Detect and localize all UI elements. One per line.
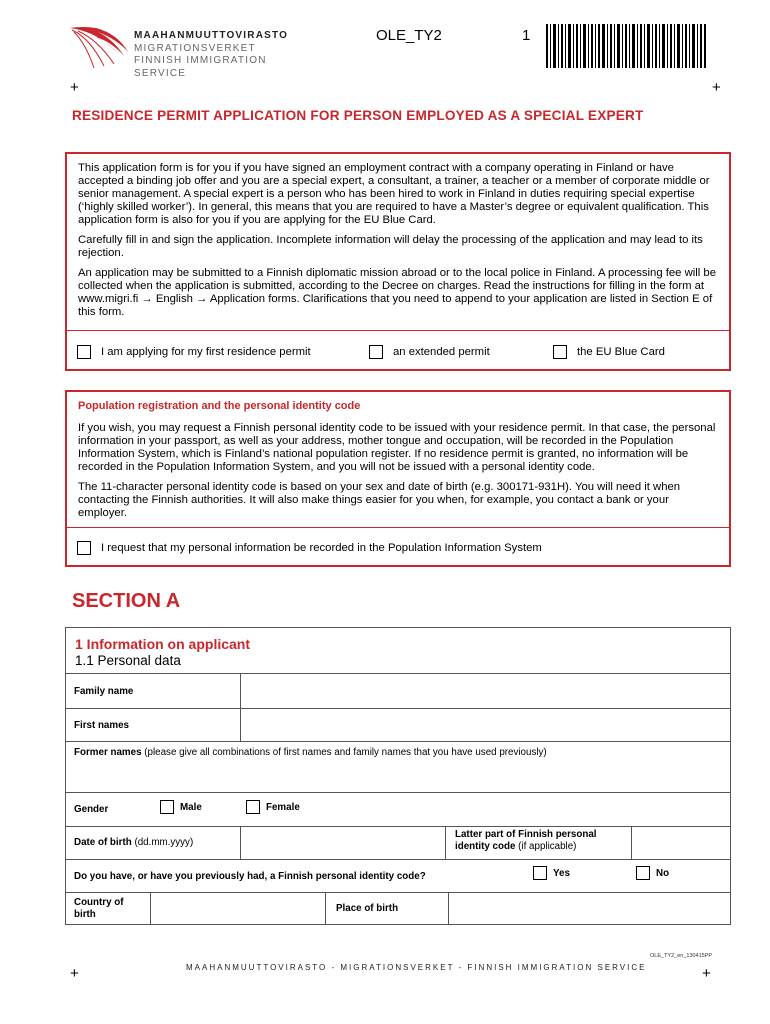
population-paragraph-2: The 11-character personal identity code is based on your sex and date of birth (e.g. 300171-931H). You will need it when contacting the Finnish authorities. It will also make things easier for you when, for example, you contact a bank or your employer. (78, 481, 681, 519)
dob-row (66, 826, 730, 859)
page-title: RESIDENCE PERMIT APPLICATION FOR PERSON EMPLOYED AS A SPECIAL EXPERT (72, 108, 644, 123)
intro-paragraph-1: This application form is for you if you have signed an employment contract with a company operating in Finland or have accepted a binding job offer and you are a special expert, a consultant, a trainer, a teacher or a member of corporate middle or senior management. A special expert is a person who has been hired to work in Finland in duties requiring special expertise (‘highly skilled worker’). In general, this means that you are required to have a Master’s degree or equivalent qualification. This application form is also for you if you are applying for the EU Blue Card. (78, 162, 710, 226)
gender-female-option[interactable] (246, 800, 300, 814)
intro-box (65, 152, 731, 371)
option-first-permit[interactable] (77, 345, 311, 359)
former-names-row[interactable] (66, 741, 730, 792)
intro-paragraph-2: Carefully fill in and sign the application. Incomplete information will delay the processing of the application and may lead to its rejection. (78, 234, 703, 259)
registration-mark-icon: + (70, 79, 79, 96)
yes-label: Yes (553, 867, 570, 879)
latter-part-input[interactable] (632, 827, 730, 859)
page-number: 1 (522, 27, 531, 44)
dob-note: (dd.mm.yyyy) (134, 837, 194, 848)
yes-checkbox[interactable] (533, 866, 547, 880)
population-paragraph-1: If you wish, you may request a Finnish personal identity code to be issued with your residence permit. In that case, the personal information in your passport, as well as your address, mother tongue and occupation, will be recorded in the Population Information System, which is Finland’s national population register. If no residence permit is granted, no information will be recorded in the Population Information System, and you will not be issued with a personal identity code. (78, 422, 716, 473)
no-label: No (656, 867, 670, 879)
no-checkbox[interactable] (636, 866, 650, 880)
place-of-birth-label: Place of birth (336, 903, 399, 914)
population-title: Population registration and the personal identity code (78, 400, 361, 412)
form-code: OLE_TY2 (376, 27, 442, 44)
logo-text-sv: MIGRATIONSVERKET (134, 42, 256, 54)
place-of-birth-input[interactable] (449, 893, 730, 925)
country-of-birth-input[interactable] (151, 893, 325, 925)
previous-code-no-option[interactable] (636, 866, 669, 880)
logo (68, 22, 308, 79)
population-register-label: I request that my personal information be recorded in the Population Information System (101, 542, 542, 554)
previous-code-row (66, 859, 730, 892)
section-1-heading: 1 Information on applicant (75, 636, 251, 652)
eu-blue-card-label: the EU Blue Card (577, 346, 665, 358)
logo-text-fi: MAAHANMUUTTOVIRASTO (134, 30, 289, 41)
family-name-row (66, 673, 730, 708)
previous-code-question: Do you have, or have you previously had, a Finnish personal identity code? (74, 871, 426, 882)
eu-blue-card-checkbox[interactable] (553, 345, 567, 359)
intro-paragraph-3: An application may be submitted to a Finnish diplomatic mission abroad or to the local police in Finland. A processing fee will be collected when the application is submitted, according to the Decree on charges. Read the instructions for filling in the form at www.migri.fi → English → Application forms. Clarifications that you need to append to your application are listed in Section E of this form. (78, 267, 716, 318)
dob-label: Date of birth (74, 837, 132, 848)
latter-part-note: (if applicable) (518, 841, 577, 852)
section-heading: SECTION A (72, 590, 181, 612)
dob-input[interactable] (241, 827, 445, 859)
option-eu-blue-card[interactable] (553, 345, 665, 359)
registration-mark-icon: + (702, 965, 711, 982)
former-names-label: Former names (74, 747, 142, 758)
male-checkbox[interactable] (160, 800, 174, 814)
first-names-input[interactable] (241, 709, 730, 741)
birthplace-row (66, 892, 730, 925)
family-name-input[interactable] (241, 674, 730, 708)
population-register-checkbox[interactable] (77, 541, 91, 555)
divider (67, 330, 729, 331)
latter-part-label: Latter part of Finnish personal identity code (455, 829, 597, 852)
registration-mark-icon: + (712, 79, 721, 96)
country-of-birth-label: Country of birth (74, 897, 124, 920)
first-permit-checkbox[interactable] (77, 345, 91, 359)
first-permit-label: I am applying for my first residence permit (101, 346, 311, 358)
logo-text-en: FINNISH IMMIGRATION SERVICE (134, 55, 267, 79)
gender-male-option[interactable] (160, 800, 202, 814)
family-name-label: Family name (74, 686, 134, 697)
male-label: Male (180, 801, 202, 813)
footer-agency: MAAHANMUUTTOVIRASTO - MIGRATIONSVERKET - FINNISH IMMIGRATION SERVICE (186, 963, 647, 972)
extended-permit-label: an extended permit (393, 346, 490, 358)
option-extended-permit[interactable] (369, 345, 490, 359)
former-names-note: (please give all combinations of first names and family names that you have used previously) (144, 747, 547, 758)
population-box (65, 390, 731, 567)
option-population-register[interactable] (77, 541, 542, 555)
female-label: Female (266, 801, 300, 813)
bird-logo-icon (68, 22, 130, 72)
barcode-icon (546, 24, 706, 68)
divider (67, 527, 729, 528)
form-version-code: OLE_TY2_en_130415PP (650, 953, 713, 959)
first-names-row (66, 708, 730, 741)
extended-permit-checkbox[interactable] (369, 345, 383, 359)
female-checkbox[interactable] (246, 800, 260, 814)
gender-label: Gender (74, 804, 109, 815)
first-names-label: First names (74, 720, 129, 731)
subsection-heading: 1.1 Personal data (75, 653, 181, 668)
previous-code-yes-option[interactable] (533, 866, 570, 880)
gender-row (66, 792, 730, 826)
registration-mark-icon: + (70, 965, 79, 982)
applicant-form (65, 627, 731, 925)
